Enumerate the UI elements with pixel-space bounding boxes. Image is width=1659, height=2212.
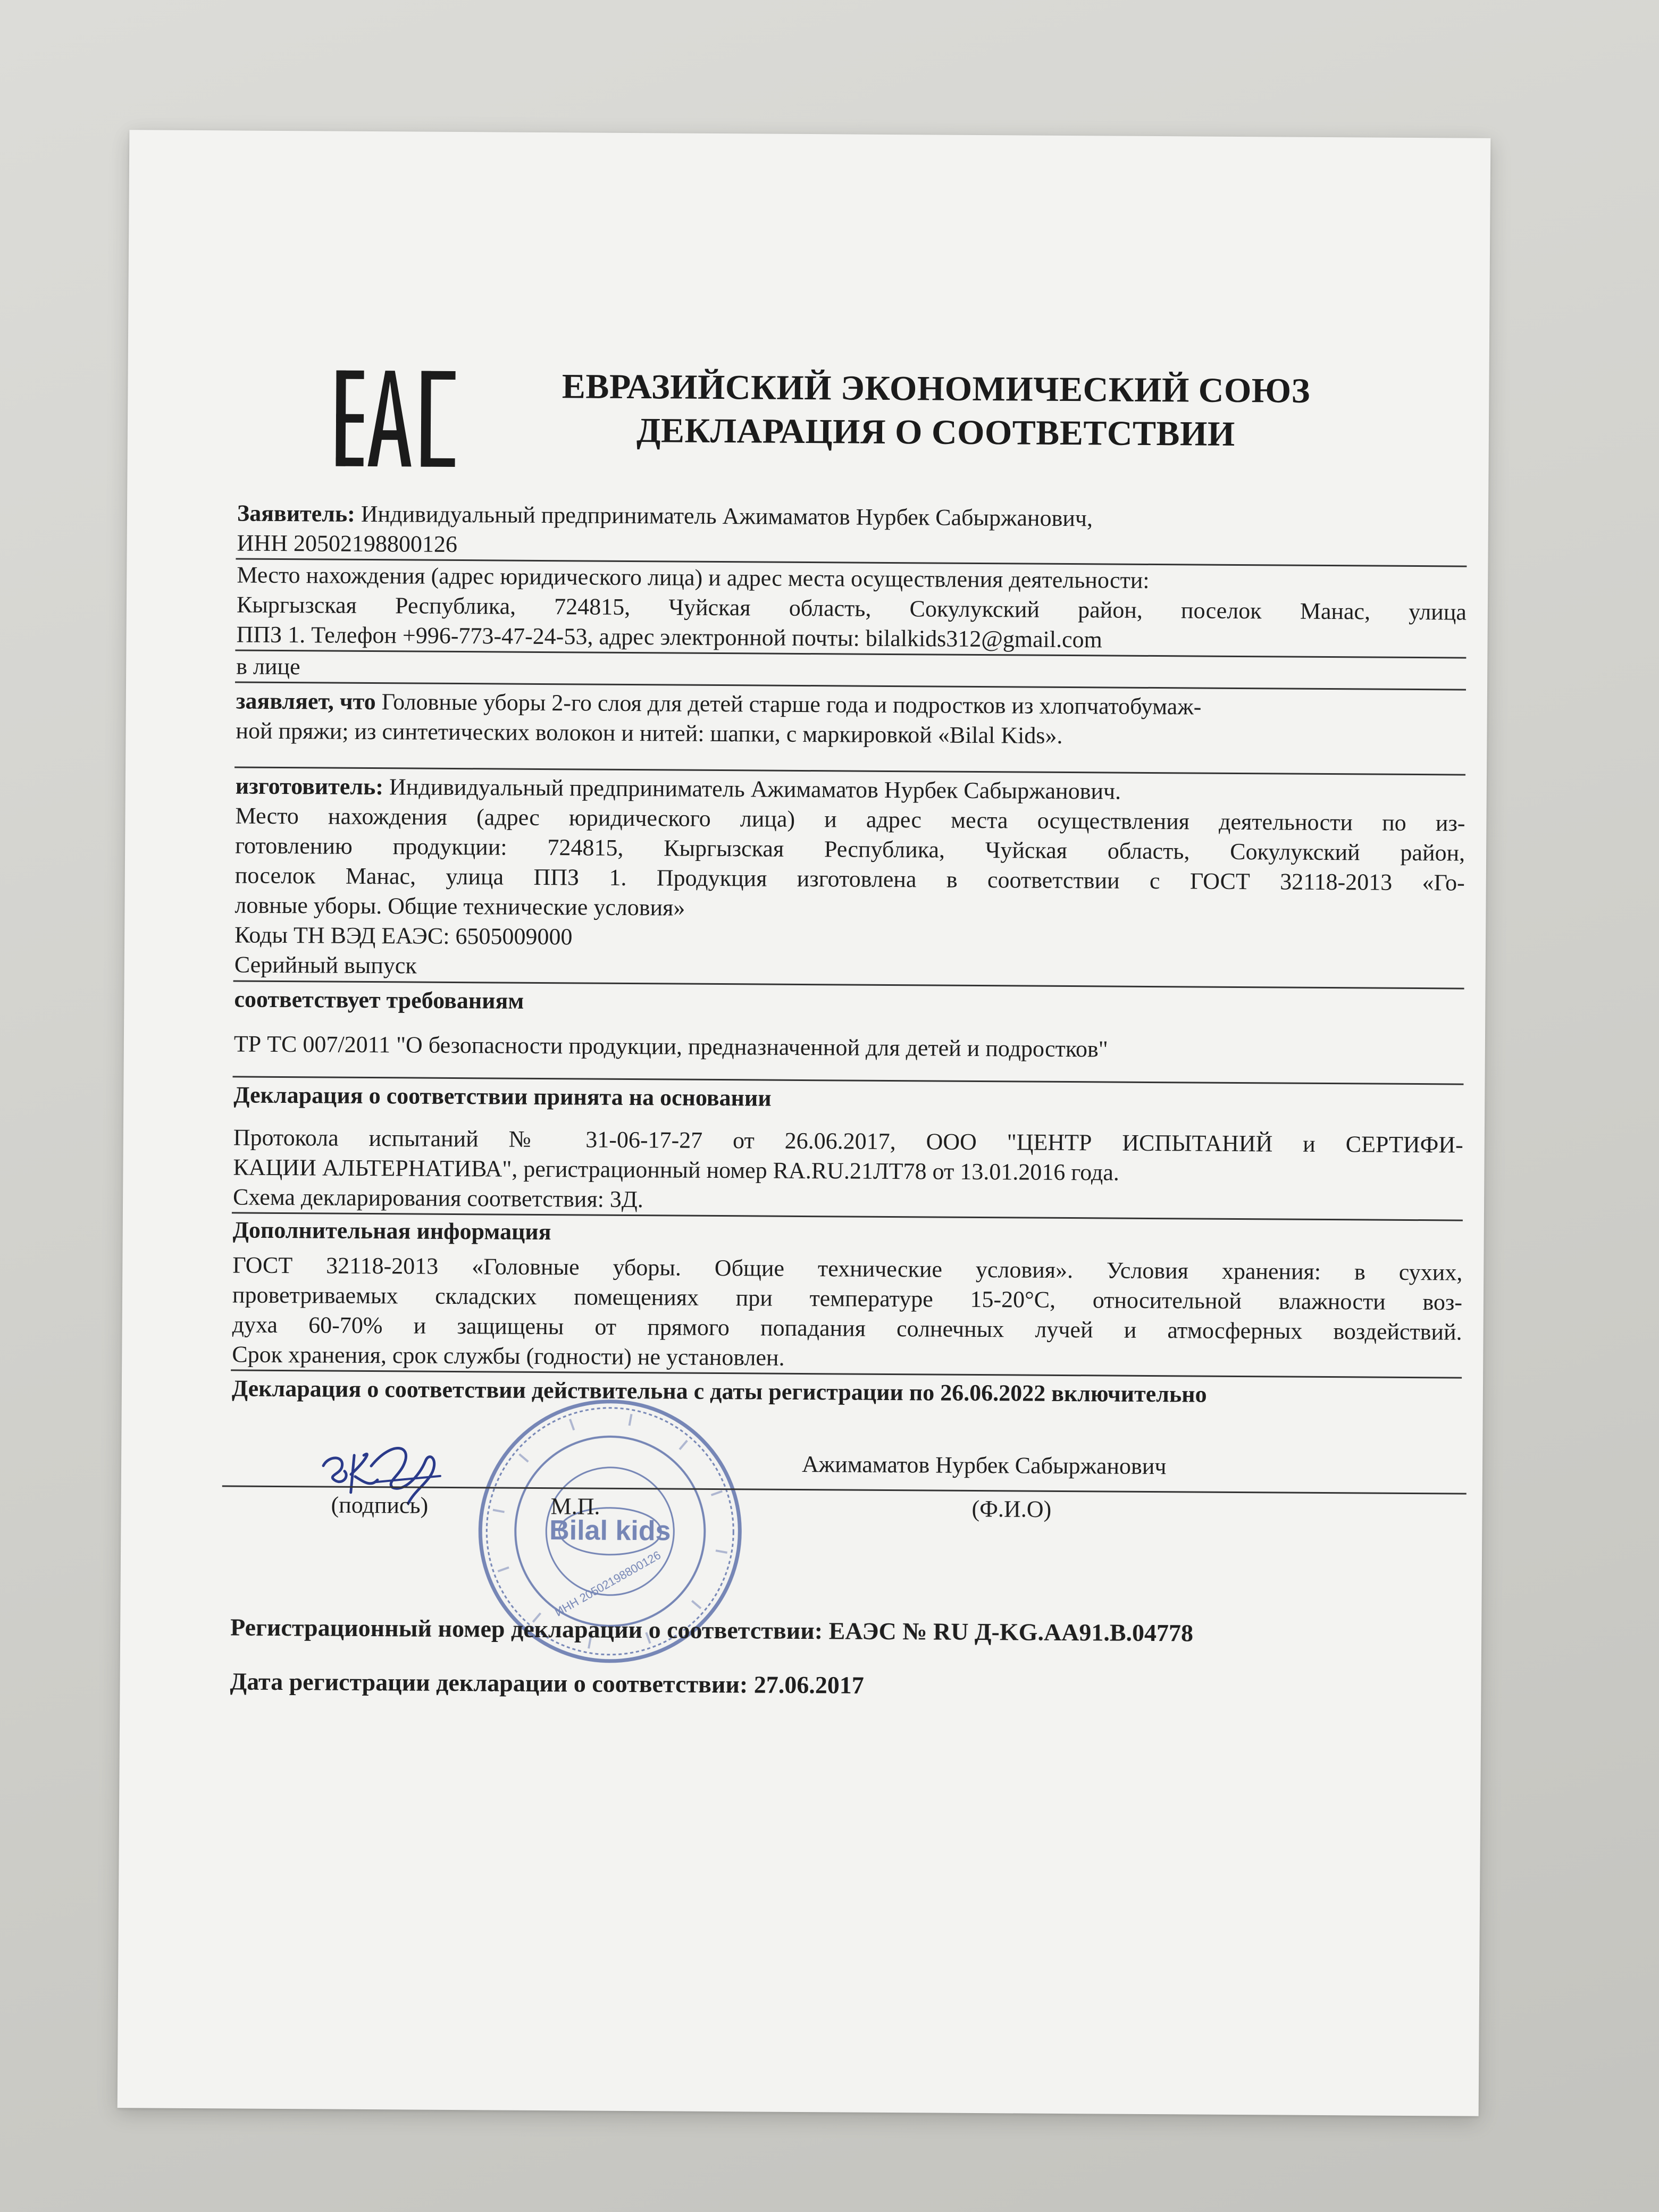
manufacturer-address-1: Место нахождения (адрес юридического лица) и адрес места осуществления деятельности по из- [235,802,1465,836]
applicant-in-person: в лице [236,653,300,680]
manufacturer-address-2: готовлению продукции: 724815, Кыргызская Республика, Чуйская область, Сокулукский район, [235,832,1465,866]
manufacturer-label: изготовитель: [235,773,384,800]
applicant-inn: ИНН 20502198800126 [237,530,458,557]
additional-label: Дополнительная информация [232,1217,551,1245]
stamp-inn: ИНН 20502198800126 [552,1548,663,1619]
applicant-address-3: ППЗ 1. Телефон +996-773-47-24-53, адрес электронной почты: bilalkids312@gmail.com [236,621,1102,653]
registration-date: Дата регистрации декларации о соответствии: 27.06.2017 [230,1668,864,1699]
declaration-scheme: Схема декларирования соответствия: 3Д. [232,1184,644,1213]
validity-statement: Декларация о соответствии действительна с даты регистрации по 26.06.2022 включительно [231,1375,1207,1407]
stamp-caption: М.П. [550,1493,600,1520]
additional-text-4: Срок хранения, срок службы (годности) не установлен. [232,1341,785,1371]
document-title: ДЕКЛАРАЦИЯ О СООТВЕТСТВИИ [636,411,1235,454]
requirements-text: ТР ТС 007/2011 "О безопасности продукции, предназначенной для детей и подростков" [233,1030,1108,1062]
declares-line-2: ной пряжи; из синтетических волокон и нитей: шапки, с маркировкой «Bilal Kids». [236,717,1063,749]
basis-label: Декларация о соответствии принята на основании [233,1082,772,1111]
applicant-name: Индивидуальный предприниматель Ажимаматов Нурбек Сабыржанович, [355,500,1093,532]
stamp-center-text: Bilal kids [549,1515,671,1547]
manufacturer-name: Индивидуальный предприниматель Ажимаматов Нурбек Сабыржанович. [383,774,1121,805]
name-caption: (Ф.И.О) [971,1495,1052,1522]
signature-caption: (подпись) [331,1492,429,1519]
declares-text-1: Головные уборы 2-го слоя для детей старше года и подростков из хлопчатобумаж- [375,689,1202,720]
tn-ved-codes: Коды ТН ВЭД ЕАЭС: 6505009000 [234,921,573,950]
declaration-sheet [118,130,1491,2116]
additional-text-1: ГОСТ 32118-2013 «Головные уборы. Общие технические условия». Условия хранения: в сухих, [232,1252,1463,1286]
union-title: ЕВРАЗИЙСКИЙ ЭКОНОМИЧЕСКИЙ СОЮЗ [562,367,1311,410]
additional-text-2: проветриваемых складских помещениях при температуре 15-20°C, относительной влажности воз- [232,1281,1463,1316]
applicant-address-1: Место нахождения (адрес юридического лица) и адрес места осуществления деятельности: [237,562,1150,593]
basis-text-1: Протокола испытаний № 31-06-17-27 от 26.06.2017, ООО "ЦЕНТР ИСПЫТАНИЙ и СЕРТИФИ- [233,1124,1463,1158]
signer-name: Ажимаматов Нурбек Сабыржанович [801,1451,1167,1480]
manufacturer-address-3: поселок Манас, улица ППЗ 1. Продукция изготовлена в соответствии с ГОСТ 32118-2013 «Го- [234,862,1465,896]
additional-text-3: духа 60-70% и защищены от прямого попадания солнечных лучей и атмосферных воздействий. [232,1311,1462,1345]
registration-number: Регистрационный номер декларации о соответствии: ЕАЭС № RU Д-KG.AA91.B.04778 [230,1613,1194,1647]
applicant-label: Заявитель: [237,500,356,527]
serial-production: Серийный выпуск [234,951,417,979]
basis-text-2: КАЦИИ АЛЬТЕРНАТИВА", регистрационный номер RA.RU.21ЛТ78 от 13.01.2016 года. [233,1154,1120,1186]
declares-label: заявляет, что [236,688,376,715]
eac-logo [334,365,457,472]
manufacturer-address-4: ловные уборы. Общие технические условия» [234,892,685,921]
requirements-label: соответствует требованиям [234,986,524,1014]
applicant-address-2: Кыргызская Республика, 724815, Чуйская область, Сокулукский район, поселок Манас, улица [236,591,1467,625]
